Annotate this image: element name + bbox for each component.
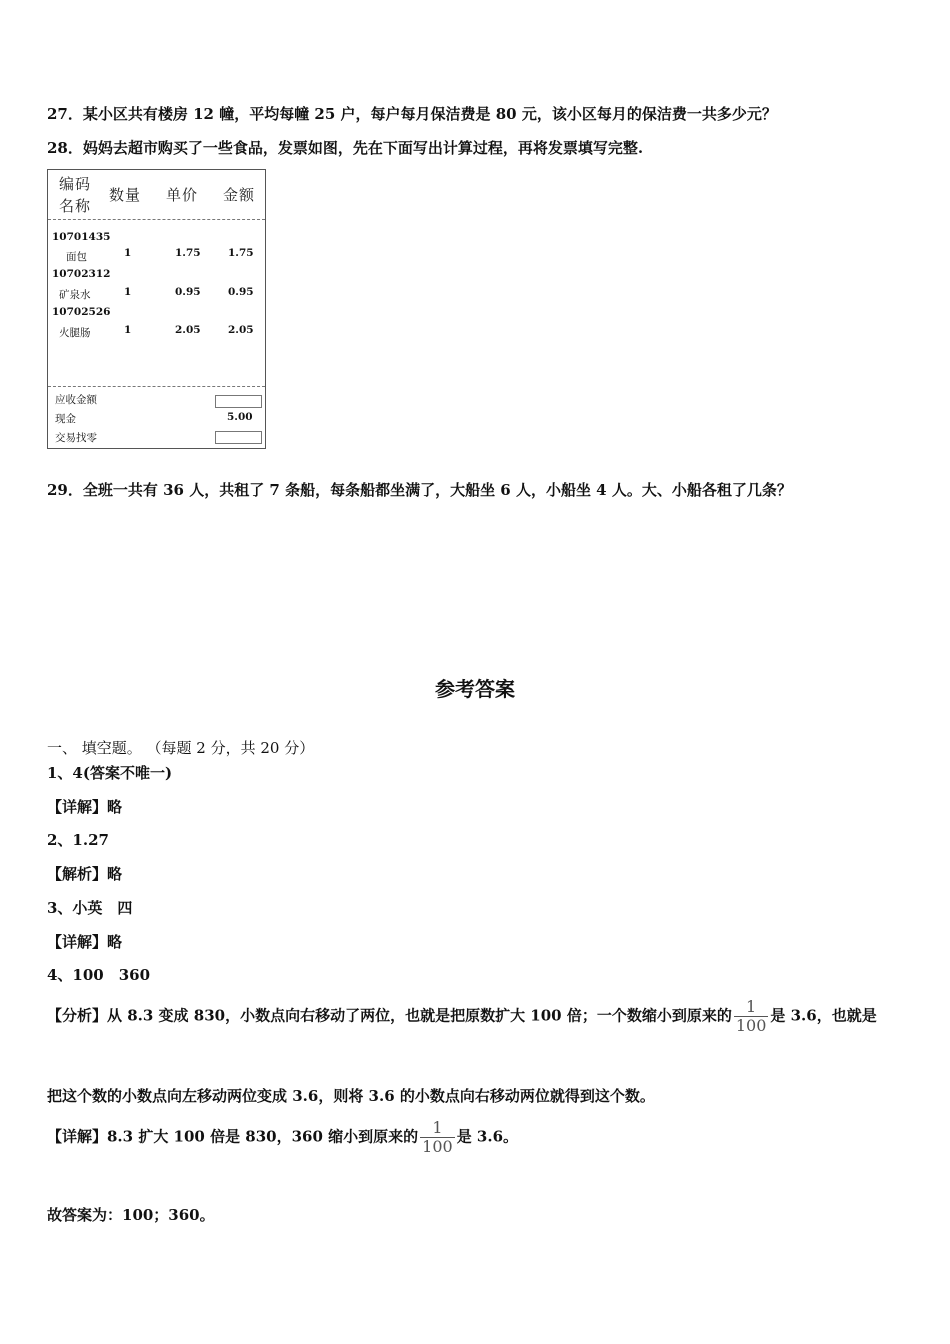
answer-4-analysis-line2: 把这个数的小数点向左移动两位变成 3.6，则将 3.6 的小数点向右移动两位就得到这个数。 bbox=[47, 1087, 655, 1105]
question-28: 28．妈妈去超市购买了一些食品，发票如图，先在下面写出计算过程，再将发票填写完整. bbox=[47, 139, 644, 157]
receipt-cash-value: 5.00 bbox=[227, 411, 253, 423]
receipt-item-code: 10702526 bbox=[52, 306, 111, 318]
detail-text-pre: 【详解】8.3 扩大 100 倍是 830，360 缩小到原来的 bbox=[47, 1127, 419, 1146]
receipt-item-name: 面包 bbox=[66, 251, 87, 263]
receipt-change-label: 交易找零 bbox=[55, 432, 97, 444]
analysis-text-post: 是 3.6，也就是 bbox=[770, 1006, 877, 1025]
answer-2-detail: 【解析】略 bbox=[47, 865, 123, 883]
answers-title: 参考答案 bbox=[435, 677, 515, 701]
receipt bbox=[47, 169, 266, 449]
question-27: 27．某小区共有楼房 12 幢，平均每幢 25 户，每户每月保洁费是 80 元，该小区每月的保洁费一共多少元？ bbox=[47, 105, 777, 123]
answer-2: 2、1.27 bbox=[47, 831, 109, 849]
detail-text-post: 是 3.6。 bbox=[456, 1127, 519, 1146]
receipt-change-box[interactable] bbox=[215, 431, 262, 444]
receipt-item-price: 2.05 bbox=[175, 324, 201, 336]
receipt-item-qty: 1 bbox=[124, 324, 132, 336]
receipt-due-label: 应收金额 bbox=[55, 394, 97, 406]
receipt-item-amount: 0.95 bbox=[228, 286, 254, 298]
receipt-divider-top bbox=[48, 219, 265, 220]
receipt-price-label: 单价 bbox=[166, 186, 199, 204]
section-heading: 一、 填空题。 （每题 2 分，共 20 分） bbox=[47, 739, 315, 757]
answer-4-analysis bbox=[47, 998, 877, 1035]
receipt-item-qty: 1 bbox=[124, 286, 132, 298]
receipt-code-label: 编码 bbox=[59, 175, 92, 193]
fraction-numerator: 1 bbox=[432, 1118, 443, 1137]
analysis-text-pre: 【分析】从 8.3 变成 830，小数点向右移动了两位，也就是把原数扩大 100 倍；一个数缩小到原来的 bbox=[47, 1006, 732, 1025]
fraction bbox=[420, 1119, 455, 1156]
receipt-qty-label: 数量 bbox=[109, 186, 142, 204]
fraction bbox=[734, 998, 769, 1035]
answer-conclusion: 故答案为：100；360。 bbox=[47, 1206, 215, 1224]
answer-1: 1、4(答案不唯一) bbox=[47, 764, 173, 782]
receipt-item-price: 0.95 bbox=[175, 286, 201, 298]
receipt-item-price: 1.75 bbox=[175, 247, 201, 259]
receipt-due-box[interactable] bbox=[215, 395, 262, 408]
receipt-divider-bottom bbox=[48, 386, 265, 387]
question-29: 29．全班一共有 36 人，共租了 7 条船，每条船都坐满了，大船坐 6 人，小船坐 4 人。大、小船各租了几条？ bbox=[47, 481, 792, 499]
receipt-item-name: 火腿肠 bbox=[59, 327, 91, 339]
fraction-denominator: 100 bbox=[422, 1137, 453, 1156]
receipt-amount-label: 金额 bbox=[223, 186, 256, 204]
fraction-numerator: 1 bbox=[746, 997, 757, 1016]
receipt-item-name: 矿泉水 bbox=[59, 289, 91, 301]
fraction-denominator: 100 bbox=[735, 1016, 767, 1035]
receipt-item-qty: 1 bbox=[124, 247, 132, 259]
answer-4-detail bbox=[47, 1119, 518, 1156]
answer-1-detail: 【详解】略 bbox=[47, 798, 123, 816]
answer-3: 3、小英 四 bbox=[47, 899, 133, 917]
receipt-item-amount: 1.75 bbox=[228, 247, 254, 259]
receipt-cash-label: 现金 bbox=[55, 413, 76, 425]
receipt-item-code: 10701435 bbox=[52, 231, 111, 243]
receipt-item-amount: 2.05 bbox=[228, 324, 254, 336]
answer-3-detail: 【详解】略 bbox=[47, 933, 123, 951]
answer-4: 4、100 360 bbox=[47, 966, 151, 984]
receipt-item-code: 10702312 bbox=[52, 268, 111, 280]
receipt-name-label: 名称 bbox=[59, 197, 92, 215]
